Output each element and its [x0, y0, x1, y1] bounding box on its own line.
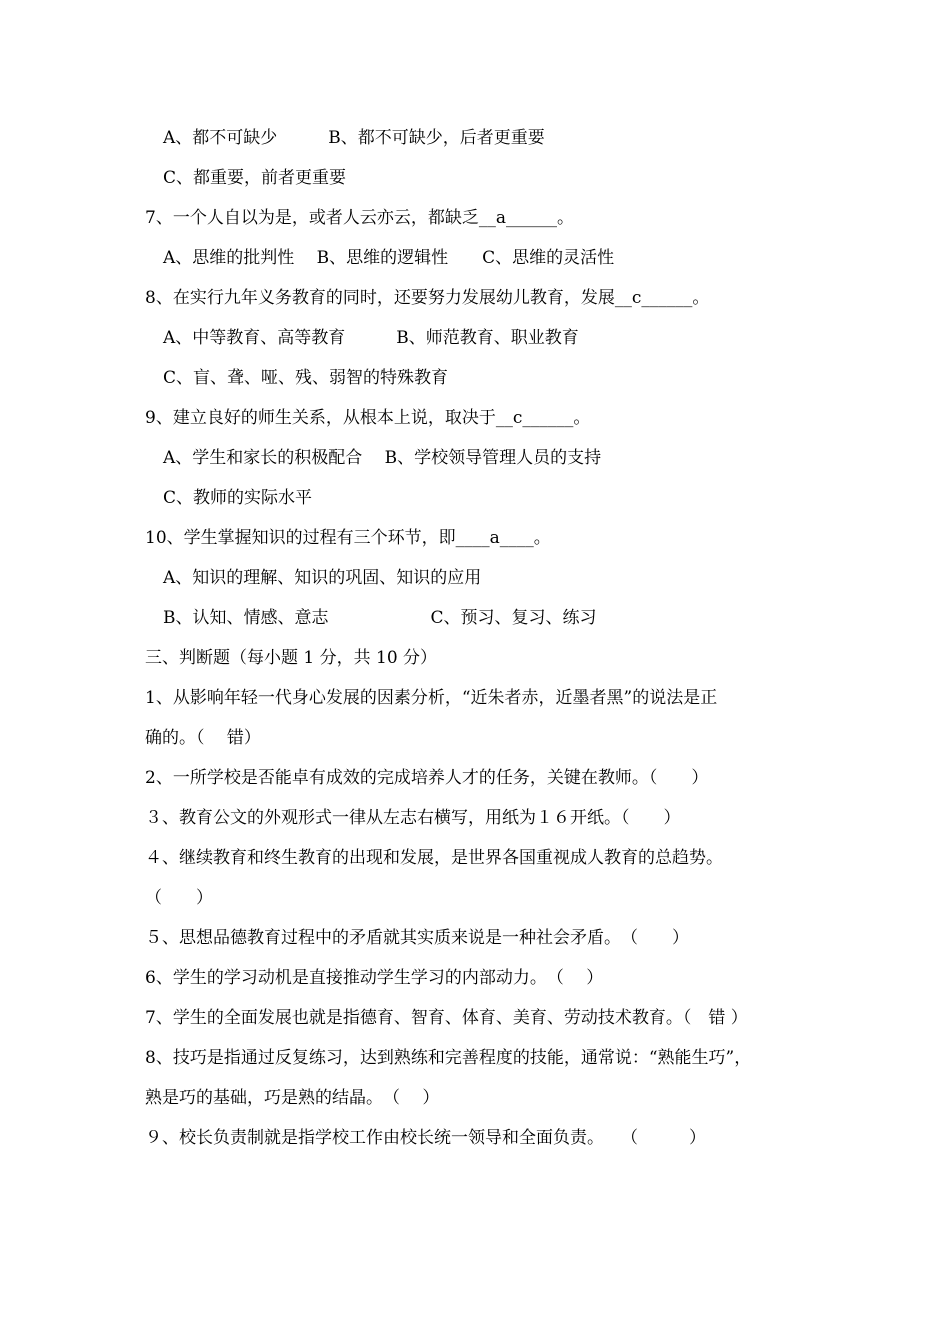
judgment-3: ３、教育公文的外观形式一律从左志右横写，用纸为１６开纸。（ ） — [145, 808, 681, 828]
judgment-1-line-2: 确的。（ 错） — [145, 728, 261, 748]
q6-options-ab: A、都不可缺少 B、都不可缺少，后者更重要 — [163, 128, 545, 148]
question-7: 7、一个人自以为是，或者人云亦云，都缺乏__a______。 — [145, 208, 574, 228]
q6-option-c: C、都重要，前者更重要 — [163, 168, 347, 188]
q7-options: A、思维的批判性 B、思维的逻辑性 C、思维的灵活性 — [163, 248, 615, 268]
q9-options-ab: A、学生和家长的积极配合 B、学校领导管理人员的支持 — [163, 448, 602, 468]
judgment-8-line-2: 熟是巧的基础，巧是熟的结晶。 （ ） — [145, 1088, 440, 1108]
judgment-6: 6、学生的学习动机是直接推动学生学习的内部动力。 （ ） — [145, 968, 604, 988]
judgment-4-line-1: ４、继续教育和终生教育的出现和发展，是世界各国重视成人教育的总趋势。 — [145, 848, 723, 868]
judgment-7: 7、学生的全面发展也就是指德育、智育、体育、美育、劳动技术教育。（ 错 ） — [145, 1008, 748, 1028]
question-10: 10、学生掌握知识的过程有三个环节，即____a____。 — [145, 528, 551, 548]
section-heading-judgment: 三、判断题（每小题 1 分，共 10 分） — [145, 648, 438, 668]
judgment-2: 2、一所学校是否能卓有成效的完成培养人才的任务，关键在教师。（ ） — [145, 768, 709, 788]
judgment-4-line-2: （ ） — [145, 888, 213, 908]
judgment-1-line-1: 1、从影响年轻一代身心发展的因素分析，“近朱者赤，近墨者黑”的说法是正 — [145, 688, 718, 708]
q9-option-c: C、教师的实际水平 — [163, 488, 313, 508]
q8-option-c: C、盲、聋、哑、残、弱智的特殊教育 — [163, 368, 449, 388]
q10-option-a: A、知识的理解、知识的巩固、知识的应用 — [163, 568, 482, 588]
judgment-5: ５、思想品德教育过程中的矛盾就其实质来说是一种社会矛盾。 （ ） — [145, 928, 689, 948]
question-8: 8、在实行九年义务教育的同时，还要努力发展幼儿教育，发展__c______。 — [145, 288, 710, 308]
judgment-8-line-1: 8、技巧是指通过反复练习，达到熟练和完善程度的技能，通常说：“熟能生巧”， — [145, 1048, 752, 1068]
q10-options-bc: B、认知、情感、意志 C、预习、复习、练习 — [163, 608, 597, 628]
question-9: 9、建立良好的师生关系，从根本上说，取决于__c______。 — [145, 408, 591, 428]
judgment-9: ９、校长负责制就是指学校工作由校长统一领导和全面负责。 （ ） — [145, 1128, 706, 1148]
q8-options-ab: A、中等教育、高等教育 B、师范教育、职业教育 — [163, 328, 579, 348]
